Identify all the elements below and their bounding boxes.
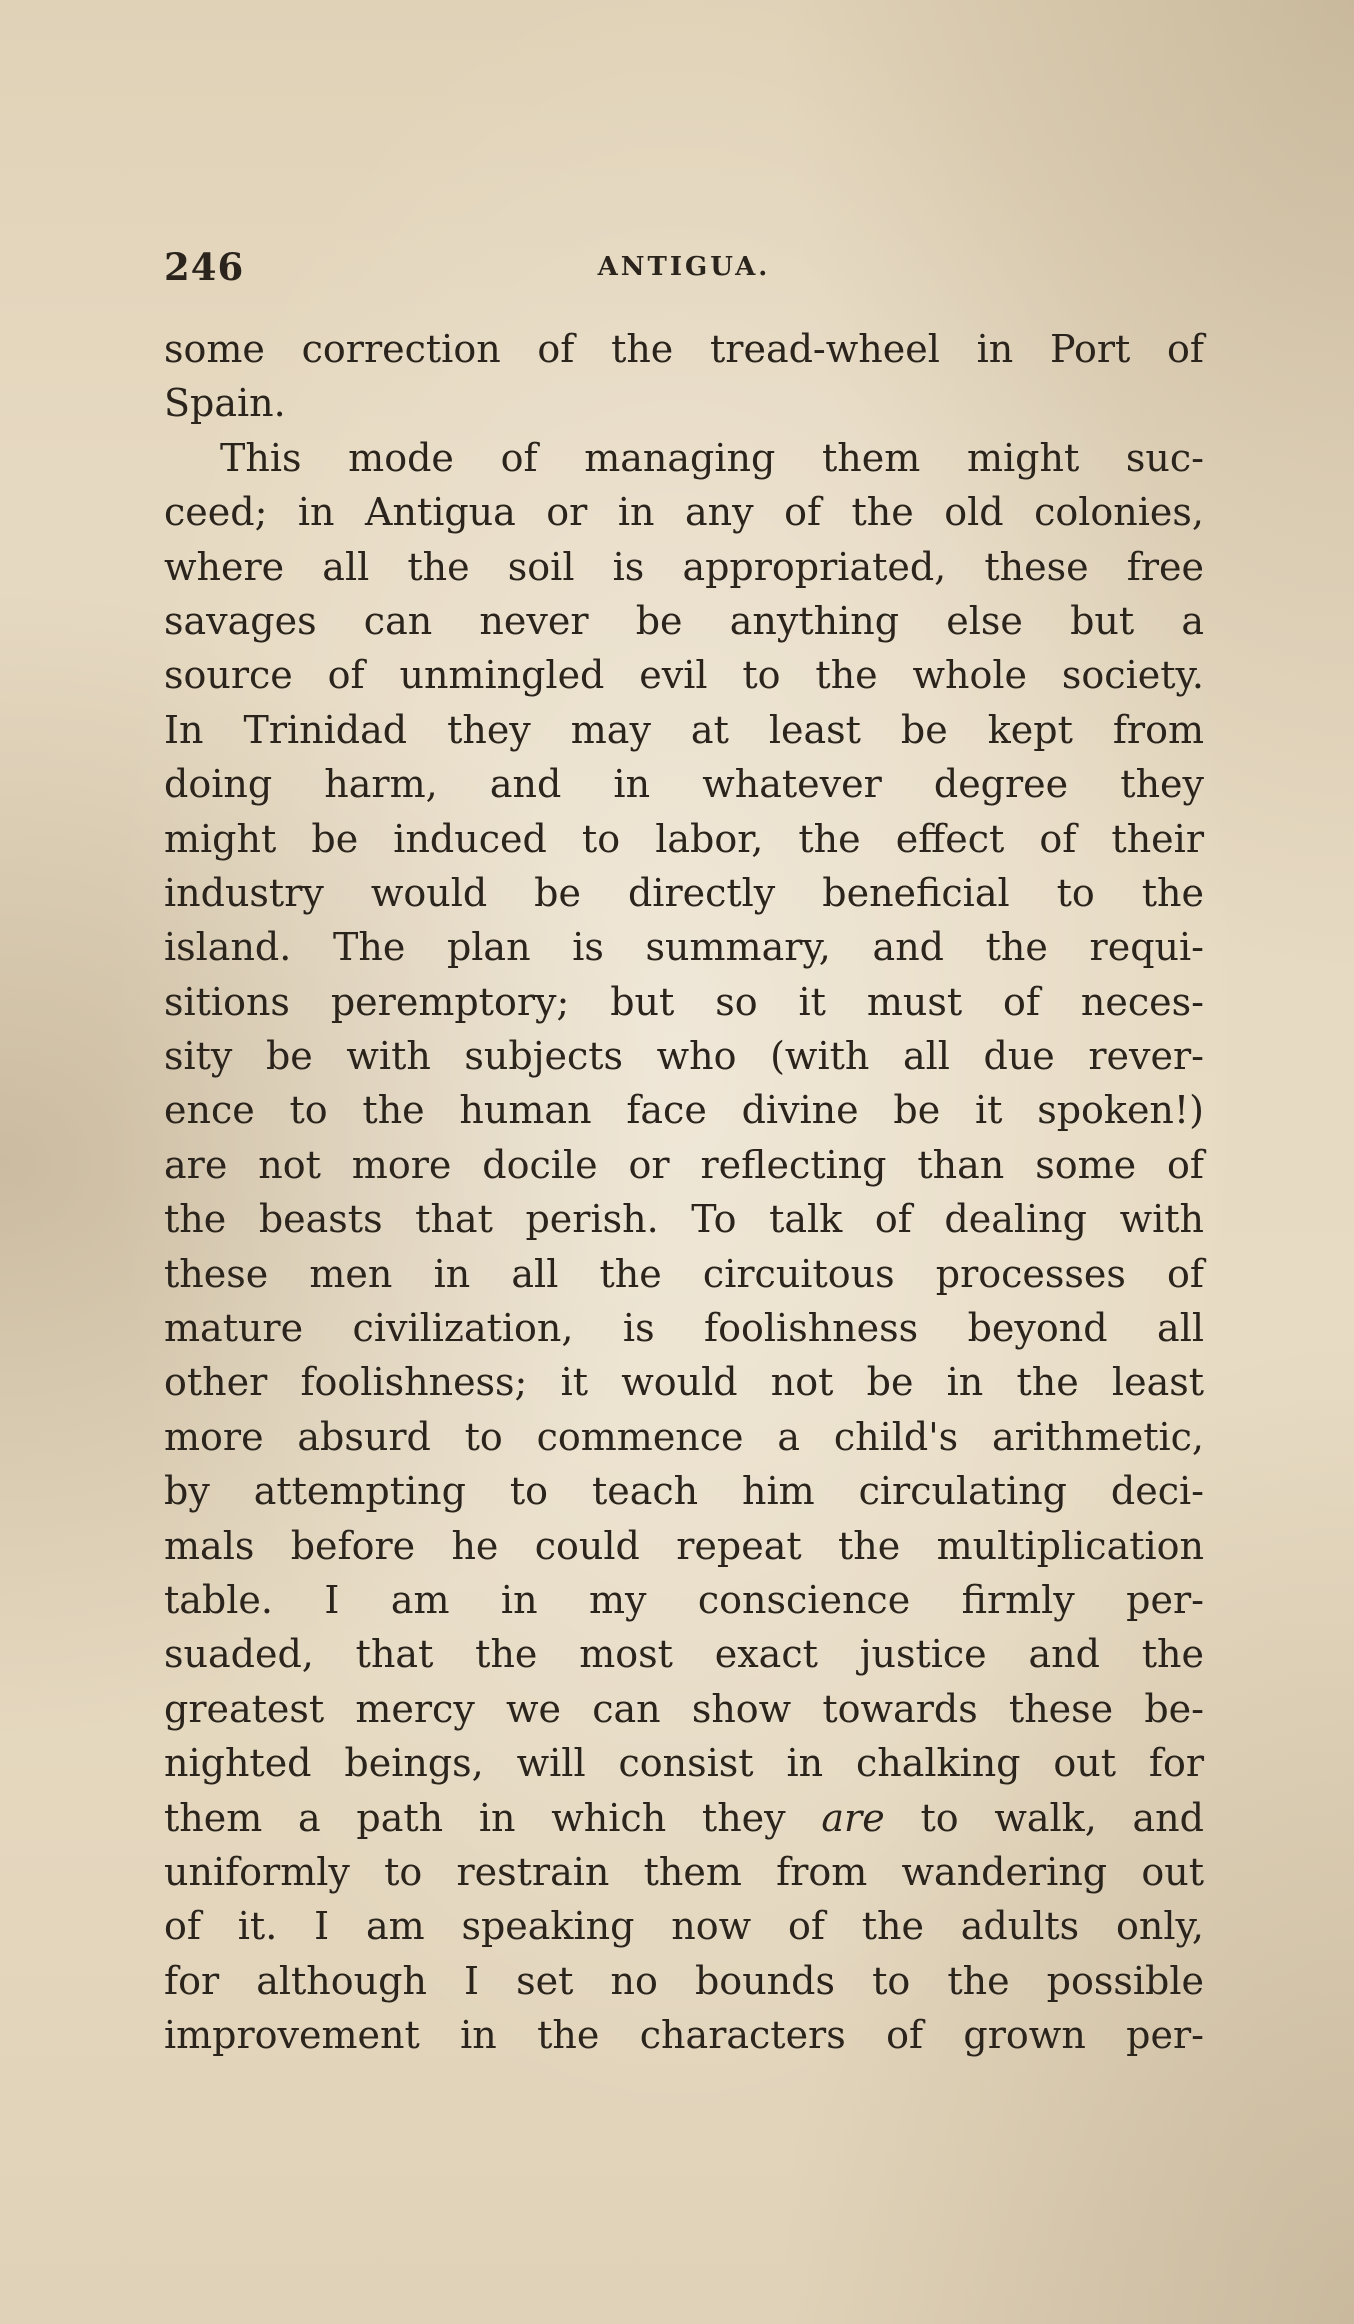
text-line: Spain. — [164, 381, 286, 426]
body-text — [164, 322, 1204, 2063]
text-line: the beasts that perish. To talk of dealing with — [164, 1197, 1204, 1242]
running-head: ANTIGUA. — [597, 252, 771, 282]
text-line: where all the soil is appropriated, these free — [164, 544, 1204, 589]
page-number: 246 — [164, 245, 245, 289]
page-header — [164, 242, 1204, 292]
text-line: sitions peremptory; but so it must of neces- — [164, 979, 1204, 1024]
text-line: are not more docile or reflecting than some of — [164, 1142, 1204, 1187]
text-line: of it. I am speaking now of the adults only, — [164, 1904, 1204, 1949]
text-line: other foolishness; it would not be in the least — [164, 1360, 1204, 1405]
text-line: sity be with subjects who (with all due rever- — [164, 1034, 1204, 1079]
italic-word: are — [821, 1795, 885, 1840]
text-line: industry would be directly beneficial to the — [164, 870, 1204, 915]
text-line: suaded, that the most exact justice and the — [164, 1632, 1204, 1677]
text-line: improvement in the characters of grown per- — [164, 2013, 1204, 2058]
text-line: mals before he could repeat the multiplication — [164, 1523, 1204, 1568]
text-line: these men in all the circuitous processes of — [164, 1251, 1204, 1296]
text-line: for although I set no bounds to the possible — [164, 1958, 1204, 2003]
text-line: more absurd to commence a child's arithmetic, — [164, 1414, 1204, 1459]
text-line: This mode of managing them might suc- — [220, 435, 1204, 480]
text-fragment: to walk, and — [920, 1795, 1204, 1840]
text-line: mature civilization, is foolishness beyond all — [164, 1306, 1204, 1351]
text-line: table. I am in my conscience firmly per- — [164, 1577, 1204, 1622]
text-line: ence to the human face divine be it spoken!) — [164, 1088, 1204, 1133]
text-line: doing harm, and in whatever degree they — [164, 762, 1204, 807]
text-line: savages can never be anything else but a — [164, 598, 1204, 643]
text-fragment: them a path in which they — [164, 1795, 786, 1840]
text-line: greatest mercy we can show towards these be- — [164, 1686, 1204, 1731]
text-line: nighted beings, will consist in chalking out for — [164, 1741, 1204, 1786]
text-line: some correction of the tread-wheel in Port of — [164, 327, 1204, 371]
text-line: In Trinidad they may at least be kept from — [164, 707, 1204, 752]
text-line: island. The plan is summary, and the requi- — [164, 925, 1204, 970]
text-line: ceed; in Antigua or in any of the old colonies, — [164, 490, 1204, 535]
text-line-with-italic — [164, 1791, 1204, 1845]
text-line: source of unmingled evil to the whole society. — [164, 653, 1204, 698]
text-line: uniformly to restrain them from wandering out — [164, 1849, 1204, 1894]
text-line: by attempting to teach him circulating deci- — [164, 1469, 1204, 1514]
text-line: might be induced to labor, the effect of their — [164, 816, 1204, 861]
